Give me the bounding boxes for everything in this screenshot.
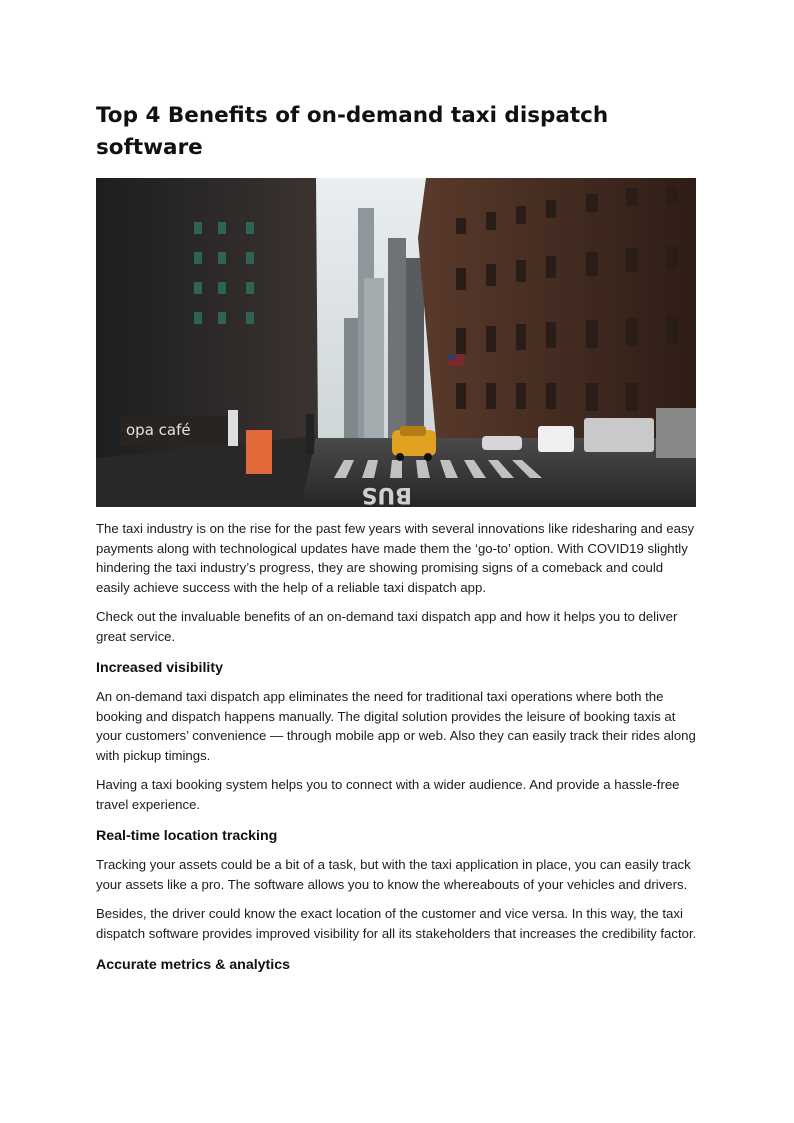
shop-sign: opa café: [126, 421, 191, 439]
intro-paragraph-1: The taxi industry is on the rise for the past few years with several innovations like ridesharing and easy payments along with technological updates have made them the ‘go-to’ option. With COVID19 slightly hindering the taxi industry’s progress, they are showing promising signs of a comeback and could easily achieve success with the help of a reliable taxi dispatch app.: [96, 521, 695, 595]
hero-image: [96, 178, 696, 507]
section-heading-real-time-location-tracking: Real-time location tracking: [96, 828, 278, 844]
section-heading-accurate-metrics-analytics: Accurate metrics & analytics: [96, 957, 290, 973]
section-2-paragraph-1: Tracking your assets could be a bit of a task, but with the taxi application in place, you can easily track your assets like a pro. The software allows you to know the whereabouts of your vehicles and drivers.: [96, 857, 691, 892]
road-marking: BUS: [361, 482, 412, 507]
intro-paragraph-2: Check out the invaluable benefits of an on-demand taxi dispatch app and how it helps you to deliver great service.: [96, 609, 678, 644]
section-1-paragraph-1: An on-demand taxi dispatch app eliminates the need for traditional taxi operations where both the booking and dispatch happens manually. The digital solution provides the leisure of booking taxis at your customers’ convenience — through mobile app or web. Also they can easily track their rides along with pickup timings.: [96, 689, 696, 763]
section-1-paragraph-2: Having a taxi booking system helps you to connect with a wider audience. And provide a hassle-free travel experience.: [96, 777, 680, 812]
section-heading-increased-visibility: Increased visibility: [96, 660, 223, 676]
section-2-paragraph-2: Besides, the driver could know the exact location of the customer and vice versa. In this way, the taxi dispatch software provides improved visibility for all its stakeholders that increases the credibility factor.: [96, 906, 697, 941]
document-page: [96, 96, 700, 984]
page-title: Top 4 Benefits of on-demand taxi dispatch software: [96, 103, 609, 160]
